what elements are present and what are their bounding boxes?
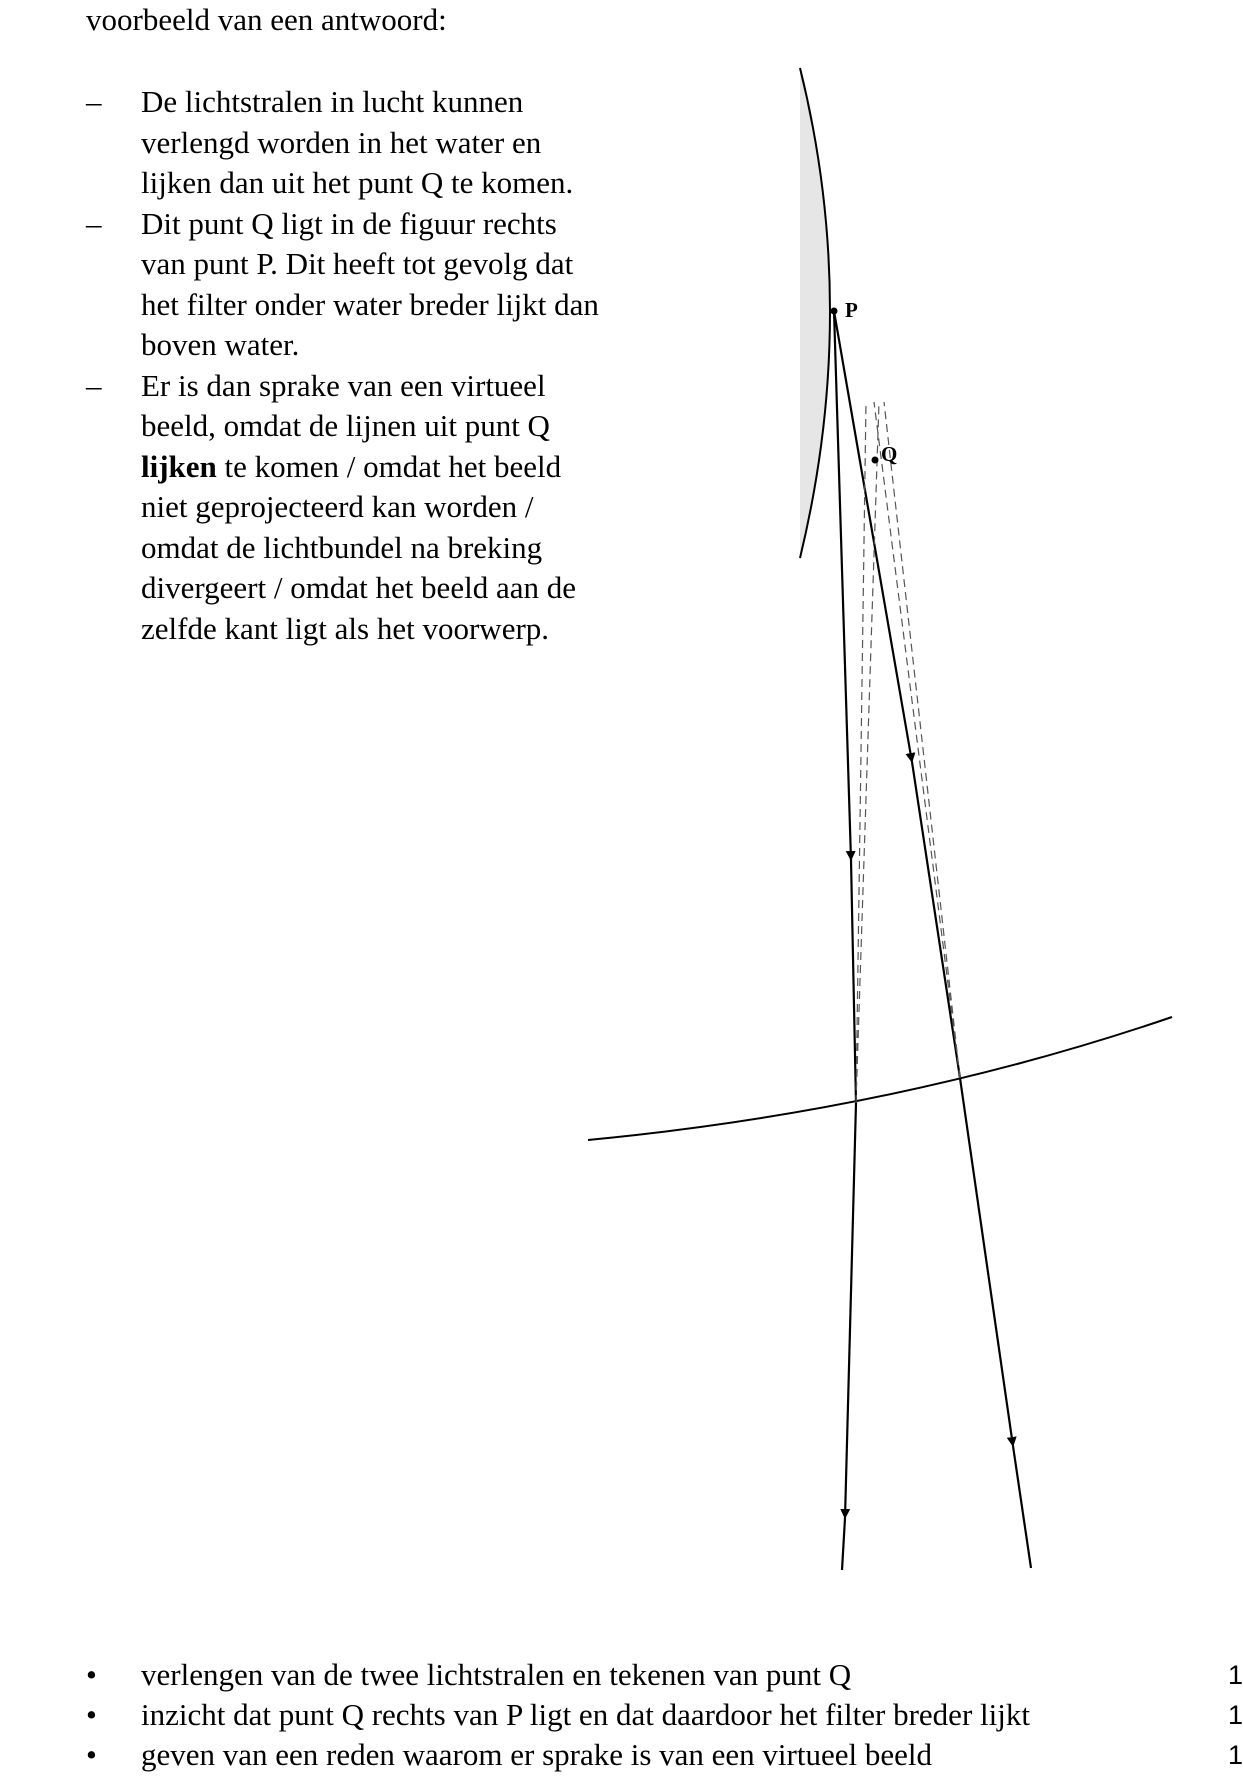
bullet-marker: •: [86, 1697, 97, 1732]
ray-left-lower: [845, 1103, 856, 1518]
scoring-item: [86, 1735, 1243, 1775]
extension-left-a: [856, 402, 866, 1103]
bullet-marker: •: [86, 1657, 97, 1692]
ray-right-lower: [960, 1078, 1013, 1446]
ray-right-tail: [1013, 1446, 1031, 1568]
answer-text-after: te komen / omdat het beeld niet geprojecteerd kan worden / omdat de lichtbundel na breking divergeert / omdat het beeld aan de zelfde kant ligt als het voorwerp.: [141, 448, 576, 646]
ray-left-mid: [851, 860, 856, 1103]
ray-left-tail: [842, 1518, 845, 1570]
bullet-marker: •: [86, 1737, 97, 1772]
water-surface-curve: [588, 1017, 1172, 1140]
extension-right-b: [884, 402, 960, 1078]
scoring-list: [86, 1655, 1243, 1775]
dash-marker: –: [86, 84, 102, 119]
answer-text: De lichtstralen in lucht kunnen verlengd worden in het water en lijken dan uit het punt Q te komen.: [141, 84, 574, 200]
dash-marker: –: [86, 367, 102, 403]
intro-text: voorbeeld van een antwoord:: [86, 2, 447, 37]
point-p-dot: [831, 308, 838, 315]
label-q: Q: [881, 442, 898, 466]
label-p: P: [845, 298, 858, 322]
score-value: 1: [1227, 1700, 1243, 1730]
scoring-text: verlengen van de twee lichtstralen en tekenen van punt Q: [141, 1657, 852, 1692]
scoring-text: geven van een reden waarom er sprake is van een virtueel beeld: [141, 1737, 932, 1772]
scoring-item: [86, 1695, 1243, 1735]
answer-text: Dit punt Q ligt in de figuur rechts van punt P. Dit heeft tot gevolg dat het filter onder water breder lijkt dan boven water.: [141, 205, 599, 362]
extension-right-a: [874, 402, 960, 1078]
scoring-text: inzicht dat punt Q rechts van P ligt en dat daardoor het filter breder lijkt: [141, 1697, 1030, 1732]
score-value: 1: [1227, 1740, 1243, 1770]
dash-marker: –: [86, 205, 102, 241]
scoring-item: [86, 1655, 1243, 1695]
point-q-dot: [872, 457, 879, 464]
answer-text-before: Er is dan sprake van een virtueel beeld, omdat de lijnen uit punt Q: [141, 367, 550, 443]
answer-text-bold: lijken: [141, 448, 217, 484]
ray-right-mid: [912, 762, 960, 1078]
score-value: 1: [1227, 1660, 1243, 1690]
